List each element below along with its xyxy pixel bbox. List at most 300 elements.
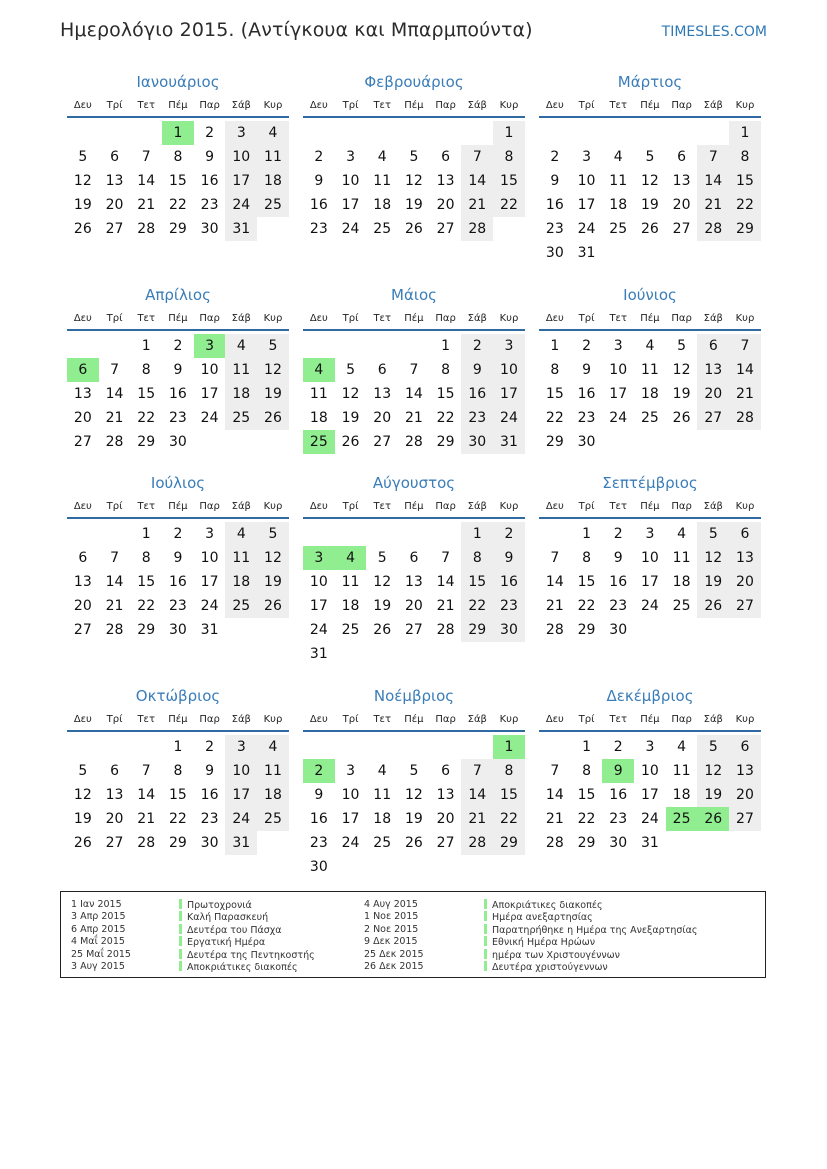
day-cell: 9 [493,546,525,570]
day-cell: 28 [545,622,564,638]
weekday-label: Πέμ [168,501,188,512]
weekday-label: Πέμ [404,714,424,725]
empty-cell [67,121,99,145]
holiday-date: 3 Απρ 2015 [71,911,126,923]
day-cell: 4 [225,334,257,358]
day-cell: 23 [309,835,328,851]
day-cell: 3 [645,739,655,755]
day-cell: 25 [373,221,392,237]
weekday-header [303,96,525,118]
holiday-day-cell: 3 [303,546,335,570]
day-cell: 2 [173,526,183,542]
day-cell: 28 [137,221,156,237]
day-cell: 11 [257,145,289,169]
day-cell: 5 [409,763,419,779]
weekday-label: Δευ [545,501,564,512]
day-cell: 20 [73,598,92,614]
day-cell: 6 [409,550,419,566]
site-link[interactable]: TIMESLES.COM [661,24,767,40]
holiday-date: 4 Μαΐ 2015 [71,936,125,948]
day-cell: 23 [168,598,187,614]
day-cell: 23 [309,221,328,237]
day-cell: 27 [729,594,761,618]
weekday-label: Τρί [578,313,595,324]
day-cell: 6 [677,149,687,165]
day-cell: 20 [436,197,455,213]
day-cell: 6 [110,763,119,779]
weekday-label: Τετ [137,100,155,111]
day-cell: 18 [341,598,360,614]
weekday-label: Παρ [199,501,220,512]
holiday-name: Εργατική Ημέρα [187,937,266,949]
empty-cell [99,522,131,546]
day-cell: 13 [436,787,455,803]
day-cell: 16 [609,574,628,590]
holiday-date: 2 Νοε 2015 [364,923,419,935]
day-cell: 17 [309,598,328,614]
weekday-label: Κυρ [263,501,283,512]
day-cell: 5 [697,522,729,546]
day-cell: 6 [697,334,729,358]
holiday-name: Πρωτοχρονιά [187,900,252,911]
day-cell: 4 [257,121,289,145]
day-grid [67,334,289,454]
weekday-header [303,497,525,519]
day-cell: 3 [225,735,257,759]
weekday-header [539,309,761,331]
day-cell: 8 [582,763,591,779]
weekday-label: Κυρ [735,100,755,111]
day-cell: 18 [257,783,289,807]
weekday-label: Τετ [137,313,155,324]
day-cell: 15 [545,386,564,402]
day-cell: 23 [461,406,493,430]
day-cell: 1 [493,121,525,145]
day-grid [67,522,289,642]
day-cell: 3 [205,526,215,542]
day-cell: 27 [373,434,392,450]
day-cell: 21 [404,410,423,426]
empty-cell [571,121,603,145]
weekday-label: Κυρ [263,100,283,111]
day-cell: 17 [609,386,628,402]
day-cell: 28 [461,217,493,241]
day-cell: 11 [257,759,289,783]
empty-cell [130,735,162,759]
holiday-entry [484,924,697,936]
day-cell: 7 [729,334,761,358]
day-cell: 22 [577,598,596,614]
day-cell: 19 [373,598,392,614]
weekday-label: Πέμ [168,313,188,324]
holiday-marker [179,936,182,946]
day-cell: 15 [137,574,156,590]
holiday-entry [484,899,697,911]
weekday-header [67,497,289,519]
weekday-label: Παρ [435,714,456,725]
holiday-entry [179,936,315,948]
holiday-marker [179,899,182,909]
holiday-day-cell: 6 [67,358,99,382]
day-cell: 24 [341,835,360,851]
day-cell: 23 [200,811,219,827]
day-cell: 30 [200,835,219,851]
holiday-dates-column [71,899,131,973]
day-cell: 28 [697,217,729,241]
day-cell: 16 [200,787,219,803]
weekday-label: Παρ [199,714,220,725]
day-cell: 7 [461,145,493,169]
weekday-label: Πέμ [404,501,424,512]
day-cell: 14 [105,386,124,402]
day-cell: 26 [697,594,729,618]
day-cell: 10 [341,787,360,803]
day-cell: 19 [404,811,423,827]
day-cell: 21 [137,811,156,827]
weekday-label: Κυρ [263,714,283,725]
day-cell: 28 [461,831,493,855]
day-cell: 10 [200,362,219,378]
month-name: Μάρτιος [617,73,683,91]
day-cell: 29 [168,221,187,237]
day-cell: 31 [225,217,257,241]
day-cell: 15 [577,787,596,803]
day-cell: 21 [461,807,493,831]
empty-cell [335,522,367,546]
weekday-label: Τρί [106,313,123,324]
weekday-label: Πέμ [168,100,188,111]
day-cell: 7 [697,145,729,169]
empty-cell [398,121,430,145]
day-cell: 10 [225,759,257,783]
day-cell: 22 [577,811,596,827]
day-cell: 5 [409,149,419,165]
day-cell: 25 [640,410,659,426]
weekday-header [539,96,761,118]
day-cell: 16 [577,386,596,402]
month-block [539,72,761,265]
day-cell: 11 [672,550,691,566]
holiday-day-cell: 25 [303,430,335,454]
day-cell: 11 [609,173,628,189]
day-cell: 3 [582,149,591,165]
day-grid [67,121,289,241]
day-cell: 16 [461,382,493,406]
day-cell: 7 [441,550,451,566]
empty-cell [666,121,698,145]
holiday-marker [484,936,487,946]
day-cell: 24 [225,193,257,217]
day-grid [539,334,761,454]
day-cell: 11 [672,763,691,779]
empty-cell [67,735,99,759]
day-cell: 16 [493,570,525,594]
day-cell: 23 [609,811,628,827]
day-cell: 23 [168,410,187,426]
day-cell: 12 [404,173,423,189]
day-cell: 18 [609,197,628,213]
month-name: Μάιος [391,286,437,304]
day-cell: 21 [697,193,729,217]
weekday-label: Δευ [73,714,92,725]
day-cell: 29 [545,434,564,450]
day-cell: 29 [137,622,156,638]
weekday-label: Δευ [545,313,564,324]
holiday-entry [484,936,697,948]
day-cell: 13 [105,173,124,189]
day-cell: 27 [672,221,691,237]
day-cell: 29 [729,217,761,241]
day-cell: 31 [225,831,257,855]
holiday-name: ημέρα των Χριστουγέννων [492,949,620,961]
day-cell: 10 [309,574,328,590]
month-name: Ιανουάριος [136,73,220,91]
weekday-header [303,309,525,331]
empty-cell [430,522,462,546]
day-cell: 25 [341,622,360,638]
day-cell: 12 [672,362,691,378]
holiday-entry [179,899,315,911]
day-grid [303,334,525,454]
day-cell: 30 [200,221,219,237]
day-cell: 14 [545,787,564,803]
weekday-label: Κυρ [499,501,519,512]
empty-cell [398,735,430,759]
day-cell: 13 [729,546,761,570]
day-cell: 28 [436,622,455,638]
holiday-name: Παρατηρήθηκε η Ημέρα της Ανεξαρτησίας [492,924,698,936]
day-cell: 22 [461,594,493,618]
day-cell: 19 [257,382,289,406]
weekday-label: Παρ [199,313,220,324]
day-cell: 17 [493,382,525,406]
weekday-label: Πέμ [168,714,188,725]
month-name: Νοέμβριος [373,687,455,705]
weekday-label: Τετ [609,313,627,324]
day-cell: 17 [200,386,219,402]
day-cell: 22 [168,197,187,213]
weekday-label: Πέμ [404,100,424,111]
weekday-label: Σάβ [467,100,487,111]
day-cell: 25 [672,598,691,614]
weekday-label: Δευ [73,313,92,324]
day-cell: 31 [309,646,328,662]
day-cell: 8 [582,550,591,566]
day-cell: 8 [493,759,525,783]
empty-cell [539,121,571,145]
day-cell: 18 [373,197,392,213]
weekday-label: Σάβ [703,714,723,725]
day-cell: 20 [729,783,761,807]
day-cell: 21 [545,598,564,614]
day-cell: 21 [461,193,493,217]
weekday-label: Τετ [137,714,155,725]
day-cell: 16 [168,574,187,590]
day-cell: 11 [373,787,392,803]
empty-cell [366,522,398,546]
day-cell: 25 [257,193,289,217]
empty-cell [398,522,430,546]
day-cell: 15 [577,574,596,590]
day-cell: 14 [137,787,156,803]
day-cell: 21 [729,382,761,406]
day-cell: 31 [577,245,596,261]
empty-cell [366,121,398,145]
day-cell: 14 [461,783,493,807]
day-cell: 29 [461,618,493,642]
month-block [539,686,761,855]
holiday-names-column [179,899,315,973]
day-cell: 3 [645,526,655,542]
holiday-name: Δευτέρα της Πεντηκοστής [187,949,315,961]
day-cell: 1 [173,739,183,755]
day-cell: 7 [550,763,560,779]
day-cell: 24 [640,598,659,614]
day-cell: 28 [729,406,761,430]
page-title: Ημερολόγιο 2015. (Αντίγκουα και Μπαρμπούντα) [60,19,533,41]
day-cell: 30 [168,622,187,638]
empty-cell [335,334,367,358]
day-grid [539,522,761,642]
day-cell: 21 [436,598,455,614]
day-cell: 17 [341,811,360,827]
day-cell: 15 [168,173,187,189]
day-cell: 20 [373,410,392,426]
day-cell: 27 [105,835,124,851]
day-cell: 29 [436,434,455,450]
empty-cell [303,735,335,759]
weekday-label: Κυρ [263,313,283,324]
day-cell: 24 [493,406,525,430]
day-cell: 15 [168,787,187,803]
weekday-header [67,309,289,331]
weekday-label: Τρί [342,313,359,324]
weekday-label: Σάβ [467,714,487,725]
day-cell: 31 [640,835,659,851]
day-cell: 15 [493,169,525,193]
holiday-name: Αποκριάτικες διακοπές [492,900,603,911]
day-cell: 10 [225,145,257,169]
day-cell: 17 [200,574,219,590]
weekday-label: Τετ [373,313,391,324]
day-cell: 5 [346,362,355,378]
day-cell: 27 [729,807,761,831]
holiday-date: 3 Αυγ 2015 [71,960,125,972]
day-cell: 6 [441,763,451,779]
empty-cell [99,735,131,759]
day-cell: 9 [550,173,560,189]
day-cell: 19 [73,197,92,213]
day-grid [67,735,289,855]
weekday-label: Σάβ [703,100,723,111]
day-cell: 3 [613,338,623,354]
weekday-label: Πέμ [640,100,660,111]
empty-cell [430,735,462,759]
day-cell: 18 [309,410,328,426]
empty-cell [461,735,493,759]
weekday-header [539,710,761,732]
day-cell: 10 [609,362,628,378]
month-name: Δεκέμβριος [606,687,694,705]
day-cell: 1 [461,522,493,546]
day-cell: 3 [225,121,257,145]
holiday-entry [179,961,315,973]
day-cell: 15 [461,570,493,594]
day-cell: 10 [640,763,659,779]
day-cell: 26 [257,406,289,430]
day-cell: 11 [309,386,328,402]
empty-cell [366,735,398,759]
day-cell: 9 [613,550,623,566]
weekday-label: Παρ [671,100,692,111]
day-cell: 9 [173,362,183,378]
day-cell: 24 [200,598,219,614]
holiday-entry [484,949,697,961]
day-cell: 13 [436,173,455,189]
day-cell: 27 [697,406,729,430]
weekday-label: Παρ [671,313,692,324]
day-cell: 1 [550,338,560,354]
day-cell: 17 [225,783,257,807]
month-block [539,285,761,454]
month-block [67,72,289,241]
day-cell: 30 [461,430,493,454]
empty-cell [99,334,131,358]
day-cell: 20 [672,197,691,213]
day-cell: 18 [373,811,392,827]
day-cell: 19 [697,783,729,807]
day-cell: 1 [582,526,591,542]
day-cell: 19 [672,386,691,402]
day-cell: 22 [545,410,564,426]
month-block [539,473,761,642]
holiday-marker [484,961,487,971]
weekday-header [539,497,761,519]
day-cell: 29 [137,434,156,450]
day-cell: 12 [373,574,392,590]
month-block [303,686,525,879]
day-cell: 29 [577,835,596,851]
day-cell: 29 [168,835,187,851]
day-cell: 21 [105,598,124,614]
day-cell: 16 [309,197,328,213]
holiday-day-cell: 9 [602,759,634,783]
day-cell: 26 [404,221,423,237]
day-cell: 15 [137,386,156,402]
day-cell: 22 [729,193,761,217]
month-name: Ιούλιος [150,474,206,492]
day-cell: 17 [640,787,659,803]
holiday-date: 25 Δεκ 2015 [364,948,424,960]
weekday-label: Τρί [106,501,123,512]
day-cell: 22 [436,410,455,426]
empty-cell [461,121,493,145]
holiday-day-cell: 1 [162,121,194,145]
day-cell: 14 [697,169,729,193]
weekday-label: Δευ [545,100,564,111]
holiday-entry [484,961,697,973]
empty-cell [430,121,462,145]
day-grid [303,522,525,666]
day-cell: 28 [404,434,423,450]
day-cell: 7 [141,763,151,779]
day-grid [303,121,525,241]
day-cell: 24 [309,622,328,638]
day-cell: 14 [545,574,564,590]
day-cell: 11 [640,362,659,378]
day-cell: 9 [314,173,324,189]
day-cell: 16 [609,787,628,803]
